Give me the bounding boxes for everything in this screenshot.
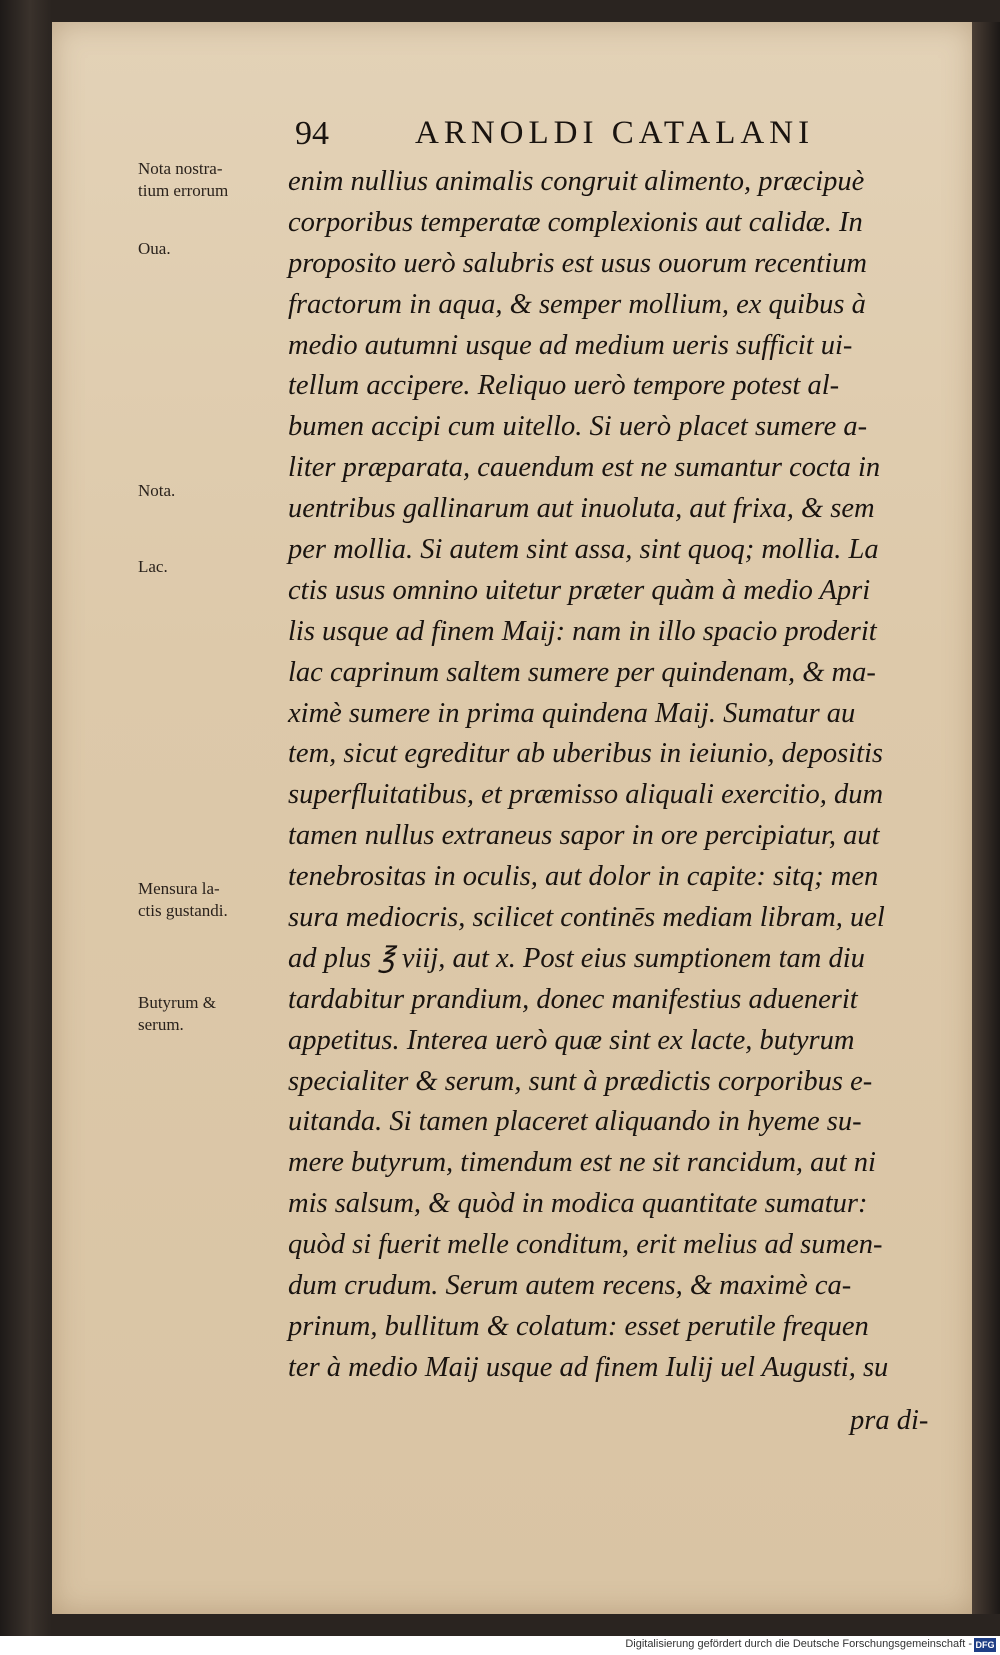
text-line: ad plus ℥ viij, aut x. Post eius sumptionem tam diu — [288, 942, 865, 974]
catchword: pra di- — [850, 1405, 929, 1436]
funding-notice: Digitalisierung gefördert durch die Deutsche Forschungsgemeinschaft - — [625, 1638, 972, 1650]
text-line: bumen accipi cum uitello. Si uerò placet sumere a- — [288, 411, 868, 443]
text-line: tardabitur prandium, donec manifestius aduenerit — [288, 983, 858, 1015]
text-line: mere butyrum, timendum est ne sit rancidum, aut ni — [288, 1147, 876, 1179]
text-line: ter à medio Maij usque ad finem Iulij uel Augusti, su — [288, 1351, 889, 1383]
page-edge-shadow — [972, 22, 1000, 1614]
text-line: uitanda. Si tamen placeret aliquando in hyeme su- — [288, 1106, 862, 1138]
text-line: fractorum in aqua, & semper mollium, ex quibus à — [288, 288, 866, 320]
text-line: per mollia. Si autem sint assa, sint quoq; mollia. La — [288, 534, 879, 566]
page-number: 94 — [295, 115, 329, 152]
text-line: specialiter & serum, sunt à prædictis corporibus e- — [288, 1065, 873, 1097]
dfg-logo-icon: DFG — [975, 1640, 995, 1650]
body-text — [288, 162, 948, 1389]
text-line: superfluitatibus, et præmisso aliquali exercitio, dum — [288, 779, 884, 811]
text-line: dum crudum. Serum autem recens, & maximè ca- — [288, 1270, 852, 1302]
text-line: enim nullius animalis congruit alimento, præcipuè — [288, 166, 865, 197]
text-line: lac caprinum saltem sumere per quindenam, & ma- — [288, 656, 876, 688]
margin-note-errors: Nota nostra- tium errorum — [138, 159, 229, 200]
text-line: ximè sumere in prima quindena Maij. Sumatur au — [288, 697, 856, 729]
running-title: ARNOLDI CATALANI — [415, 115, 815, 151]
margin-note-butter-whey: Butyrum & serum. — [138, 993, 216, 1034]
margin-note-milk-measure: Mensura la- ctis gustandi. — [138, 879, 228, 920]
text-line: uentribus gallinarum aut inuoluta, aut frixa, & sem — [288, 493, 875, 525]
text-line: prinum, bullitum & colatum: esset perutile frequen — [288, 1310, 869, 1342]
text-line: tenebrositas in oculis, aut dolor in capite: sitq; men — [288, 861, 879, 893]
text-line: mis salsum, & quòd in modica quantitate sumatur: — [288, 1188, 868, 1220]
text-line: tem, sicut egreditur ab uberibus in ieiunio, depositis — [288, 738, 884, 770]
text-line: proposito uerò salubris est usus ouorum recentium — [288, 247, 867, 279]
page-header — [295, 115, 935, 159]
margin-note-eggs: Oua. — [138, 239, 171, 258]
text-line: appetitus. Interea uerò quæ sint ex lacte, butyrum — [288, 1024, 855, 1056]
margin-note-milk: Lac. — [138, 557, 168, 576]
text-line: medio autumni usque ad medium ueris sufficit ui- — [288, 329, 853, 361]
text-line: tamen nullus extraneus sapor in ore percipiatur, aut — [288, 820, 880, 852]
text-line: ctis usus omnino uitetur præter quàm à medio Apri — [288, 574, 871, 606]
text-line: tellum accipere. Reliquo uerò tempore potest al- — [288, 370, 840, 402]
text-line: liter præparata, cauendum est ne sumantur cocta in — [288, 452, 881, 484]
text-line: corporibus temperatæ complexionis aut calidæ. In — [288, 206, 863, 238]
text-line: sura mediocris, scilicet continēs mediam libram, uel — [288, 902, 885, 934]
margin-note-nota: Nota. — [138, 481, 176, 500]
text-line: quòd si fuerit melle conditum, erit melius ad sumen- — [288, 1229, 883, 1261]
text-line: lis usque ad finem Maij: nam in illo spacio proderit — [288, 615, 877, 647]
